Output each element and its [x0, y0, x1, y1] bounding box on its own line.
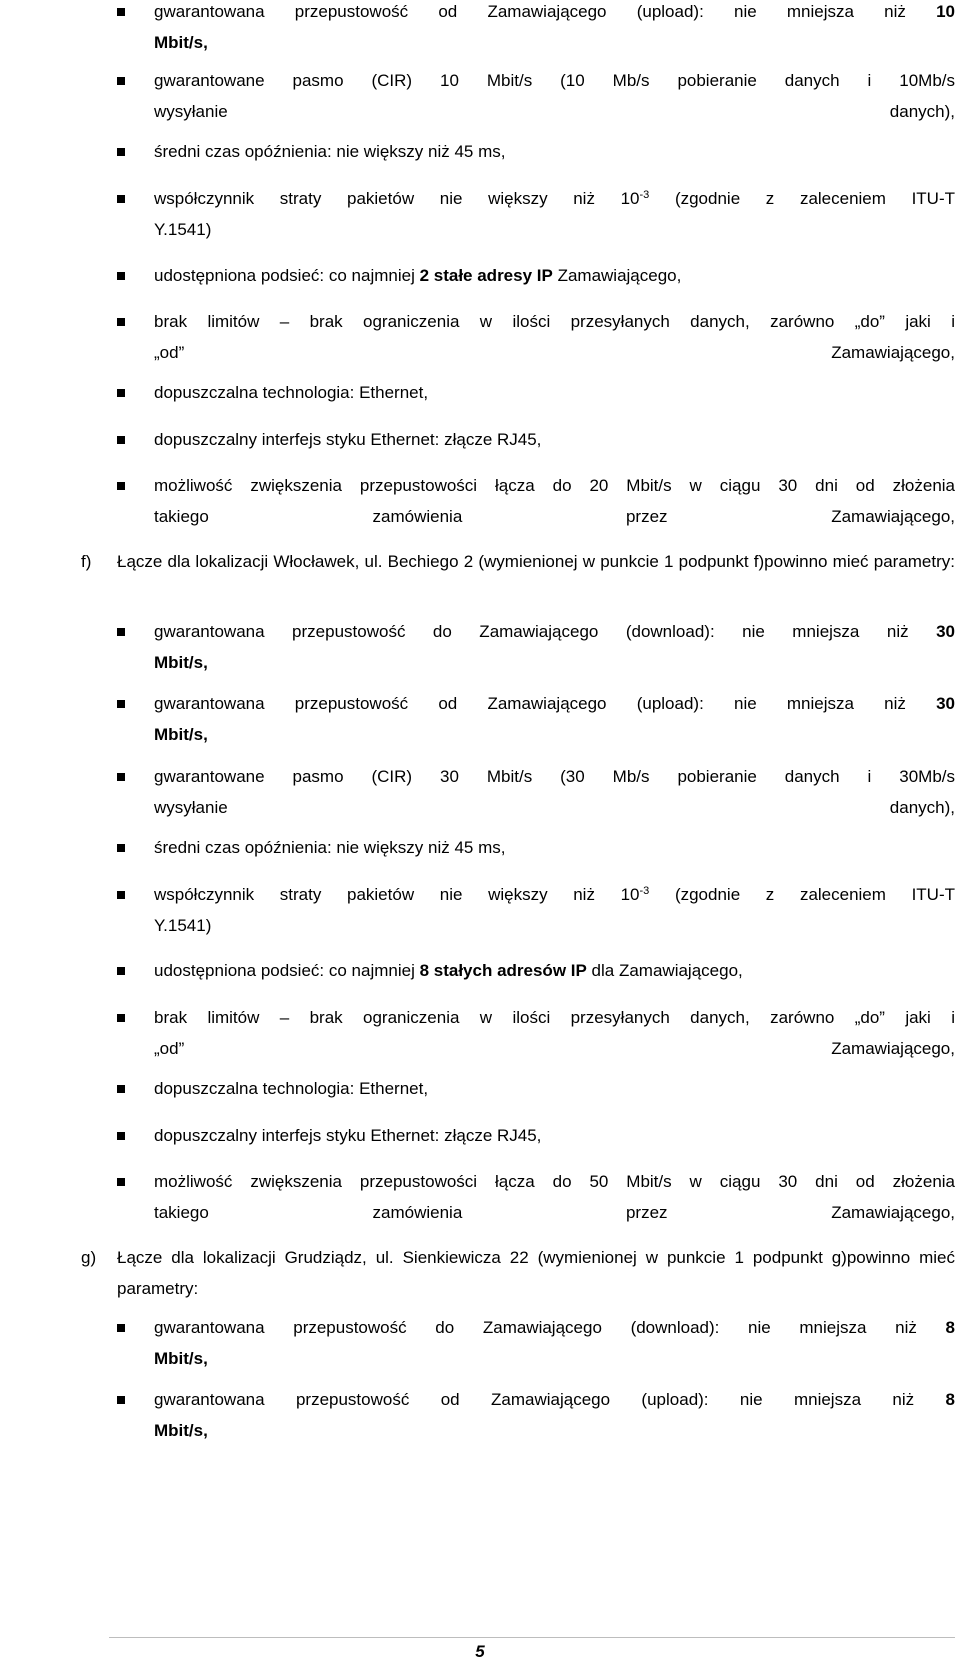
text-run: powinno mieć parametry:	[117, 1248, 955, 1298]
line-1	[154, 1008, 955, 1027]
list-item	[154, 470, 955, 532]
list-item	[154, 1002, 955, 1064]
text-run: „od” Zamawiającego,	[154, 1039, 955, 1058]
line-1	[117, 1248, 847, 1267]
text-run: gwarantowana przepustowość od Zamawiającego (upload): nie mniejsza niż	[154, 694, 937, 713]
square-bullet-icon	[117, 148, 125, 156]
line-1	[154, 189, 955, 208]
line-2	[764, 552, 955, 571]
line-2	[154, 337, 955, 368]
square-bullet-icon	[117, 891, 125, 899]
square-bullet-icon	[117, 628, 125, 636]
line-2	[154, 1415, 955, 1446]
text-run: takiego zamówienia przez Zamawiającego,	[154, 507, 955, 526]
square-bullet-icon	[117, 1085, 125, 1093]
line-2	[154, 501, 955, 532]
section-letter: g)	[81, 1248, 97, 1267]
bold-text: 30	[936, 622, 955, 641]
text-run: średni czas opóźnienia: nie większy niż 45 ms,	[154, 142, 506, 161]
bold-text: 8 stałych adresów IP	[419, 961, 587, 980]
list-item	[154, 260, 955, 291]
square-bullet-icon	[117, 8, 125, 16]
bold-text: Mbit/s,	[154, 33, 208, 52]
bold-text: 2 stałe adresy IP	[419, 266, 553, 285]
square-bullet-icon	[117, 195, 125, 203]
text-run: „od” Zamawiającego,	[154, 343, 955, 362]
text-run: dopuszczalna technologia: Ethernet,	[154, 383, 429, 402]
text-run: współczynnik straty pakietów nie większy niż 10	[154, 885, 640, 904]
text-run: (zgodnie z zaleceniem ITU-T	[649, 189, 955, 208]
square-bullet-icon	[117, 272, 125, 280]
bold-text: 8	[945, 1390, 955, 1409]
line-1	[154, 1172, 955, 1191]
square-bullet-icon	[117, 1132, 125, 1140]
text-run: gwarantowana przepustowość do Zamawiającego (download): nie mniejsza niż	[154, 622, 937, 641]
list-item	[154, 1073, 955, 1104]
text-run: gwarantowana przepustowość od Zamawiającego (upload): nie mniejsza niż	[154, 1390, 946, 1409]
list-item	[154, 0, 955, 58]
line-1	[154, 1126, 541, 1145]
square-bullet-icon	[117, 482, 125, 490]
line-1	[154, 71, 955, 90]
text-run: dopuszczalny interfejs styku Ethernet: złącze RJ45,	[154, 1126, 542, 1145]
text-run: dopuszczalny interfejs styku Ethernet: złącze RJ45,	[154, 430, 542, 449]
line-2	[154, 792, 955, 823]
text-run: możliwość zwiększenia przepustowości łącza do 20 Mbit/s w ciągu 30 dni od złożenia	[154, 476, 955, 495]
square-bullet-icon	[117, 77, 125, 85]
line-1	[154, 1079, 428, 1098]
line-1	[154, 142, 506, 161]
square-bullet-icon	[117, 1396, 125, 1404]
square-bullet-icon	[117, 1014, 125, 1022]
text-run: Łącze dla lokalizacji Włocławek, ul. Bechiego 2 (wymienionej w punkcie 1 podpunkt f)	[117, 552, 765, 571]
line-2	[154, 1033, 955, 1064]
line-2	[154, 96, 955, 127]
square-bullet-icon	[117, 1178, 125, 1186]
list-item	[154, 306, 955, 368]
superscript: -3	[639, 189, 650, 201]
text-run: Zamawiającego,	[552, 266, 682, 285]
line-1	[154, 1390, 955, 1409]
list-item	[154, 955, 955, 986]
line-1	[154, 961, 743, 980]
square-bullet-icon	[117, 967, 125, 975]
text-run: Y.1541)	[154, 220, 212, 239]
list-item	[154, 377, 955, 408]
line-2	[154, 647, 955, 678]
line-1	[154, 383, 428, 402]
text-run: udostępniona podsieć: co najmniej	[154, 266, 420, 285]
text-run: brak limitów – brak ograniczenia w ilości przesyłanych danych, zarówno „do” jaki i	[154, 1008, 955, 1027]
section-letter: f)	[81, 552, 92, 571]
list-item	[154, 761, 955, 823]
list-item	[154, 616, 955, 678]
line-2	[154, 214, 955, 245]
line-1	[154, 266, 681, 285]
superscript: -3	[639, 885, 650, 897]
text-run: gwarantowana przepustowość od Zamawiającego (upload): nie mniejsza niż	[154, 2, 937, 21]
line-1	[154, 838, 506, 857]
list-item	[154, 832, 955, 863]
page-number: 5	[475, 1642, 485, 1661]
bold-text: 10	[936, 2, 955, 21]
line-1	[154, 885, 955, 904]
bold-text: 30	[936, 694, 955, 713]
text-run: Y.1541)	[154, 916, 212, 935]
line-1	[154, 1318, 955, 1337]
square-bullet-icon	[117, 1324, 125, 1332]
list-item	[154, 688, 955, 750]
list-item	[154, 65, 955, 127]
line-2	[154, 910, 955, 941]
line-1	[154, 767, 955, 786]
text-run: gwarantowana przepustowość do Zamawiającego (download): nie mniejsza niż	[154, 1318, 946, 1337]
square-bullet-icon	[117, 436, 125, 444]
text-run: gwarantowane pasmo (CIR) 30 Mbit/s (30 Mb/s pobieranie danych i 30Mb/s	[154, 767, 955, 786]
line-1	[154, 2, 955, 21]
text-run: powinno mieć parametry:	[764, 552, 955, 571]
line-1	[154, 430, 541, 449]
bold-text: Mbit/s,	[154, 1349, 208, 1368]
text-run: wysyłanie danych),	[154, 102, 955, 121]
text-run: dla Zamawiającego,	[586, 961, 743, 980]
text-run: współczynnik straty pakietów nie większy niż 10	[154, 189, 640, 208]
text-run: brak limitów – brak ograniczenia w ilości przesyłanych danych, zarówno „do” jaki i	[154, 312, 955, 331]
line-2	[154, 27, 955, 58]
square-bullet-icon	[117, 389, 125, 397]
text-run: udostępniona podsieć: co najmniej	[154, 961, 420, 980]
line-1	[154, 476, 955, 495]
line-2	[154, 1197, 955, 1228]
bold-text: Mbit/s,	[154, 1421, 208, 1440]
list-item	[154, 1384, 955, 1446]
bold-text: Mbit/s,	[154, 725, 208, 744]
line-1	[154, 694, 955, 713]
text-run: gwarantowane pasmo (CIR) 10 Mbit/s (10 Mb/s pobieranie danych i 10Mb/s	[154, 71, 955, 90]
line-1	[154, 622, 955, 641]
text-run: Łącze dla lokalizacji Grudziądz, ul. Sienkiewicza 22 (wymienionej w punkcie 1 podpunkt g)	[117, 1248, 847, 1267]
line-1	[154, 312, 955, 331]
section-heading	[117, 1242, 955, 1304]
bold-text: 8	[945, 1318, 955, 1337]
text-run: możliwość zwiększenia przepustowości łącza do 50 Mbit/s w ciągu 30 dni od złożenia	[154, 1172, 955, 1191]
line-1	[117, 552, 764, 571]
text-run: (zgodnie z zaleceniem ITU-T	[649, 885, 955, 904]
line-2	[154, 719, 955, 750]
list-item	[154, 1166, 955, 1228]
square-bullet-icon	[117, 844, 125, 852]
square-bullet-icon	[117, 318, 125, 326]
text-run: wysyłanie danych),	[154, 798, 955, 817]
line-2	[154, 1343, 955, 1374]
text-run: dopuszczalna technologia: Ethernet,	[154, 1079, 429, 1098]
section-heading	[117, 546, 955, 577]
square-bullet-icon	[117, 700, 125, 708]
text-run: takiego zamówienia przez Zamawiającego,	[154, 1203, 955, 1222]
list-item	[154, 879, 955, 941]
list-item	[154, 1120, 955, 1151]
square-bullet-icon	[117, 773, 125, 781]
bold-text: Mbit/s,	[154, 653, 208, 672]
list-item	[154, 1312, 955, 1374]
footer-divider	[109, 1637, 955, 1638]
list-item	[154, 424, 955, 455]
list-item	[154, 136, 955, 167]
text-run: średni czas opóźnienia: nie większy niż 45 ms,	[154, 838, 506, 857]
list-item	[154, 183, 955, 245]
